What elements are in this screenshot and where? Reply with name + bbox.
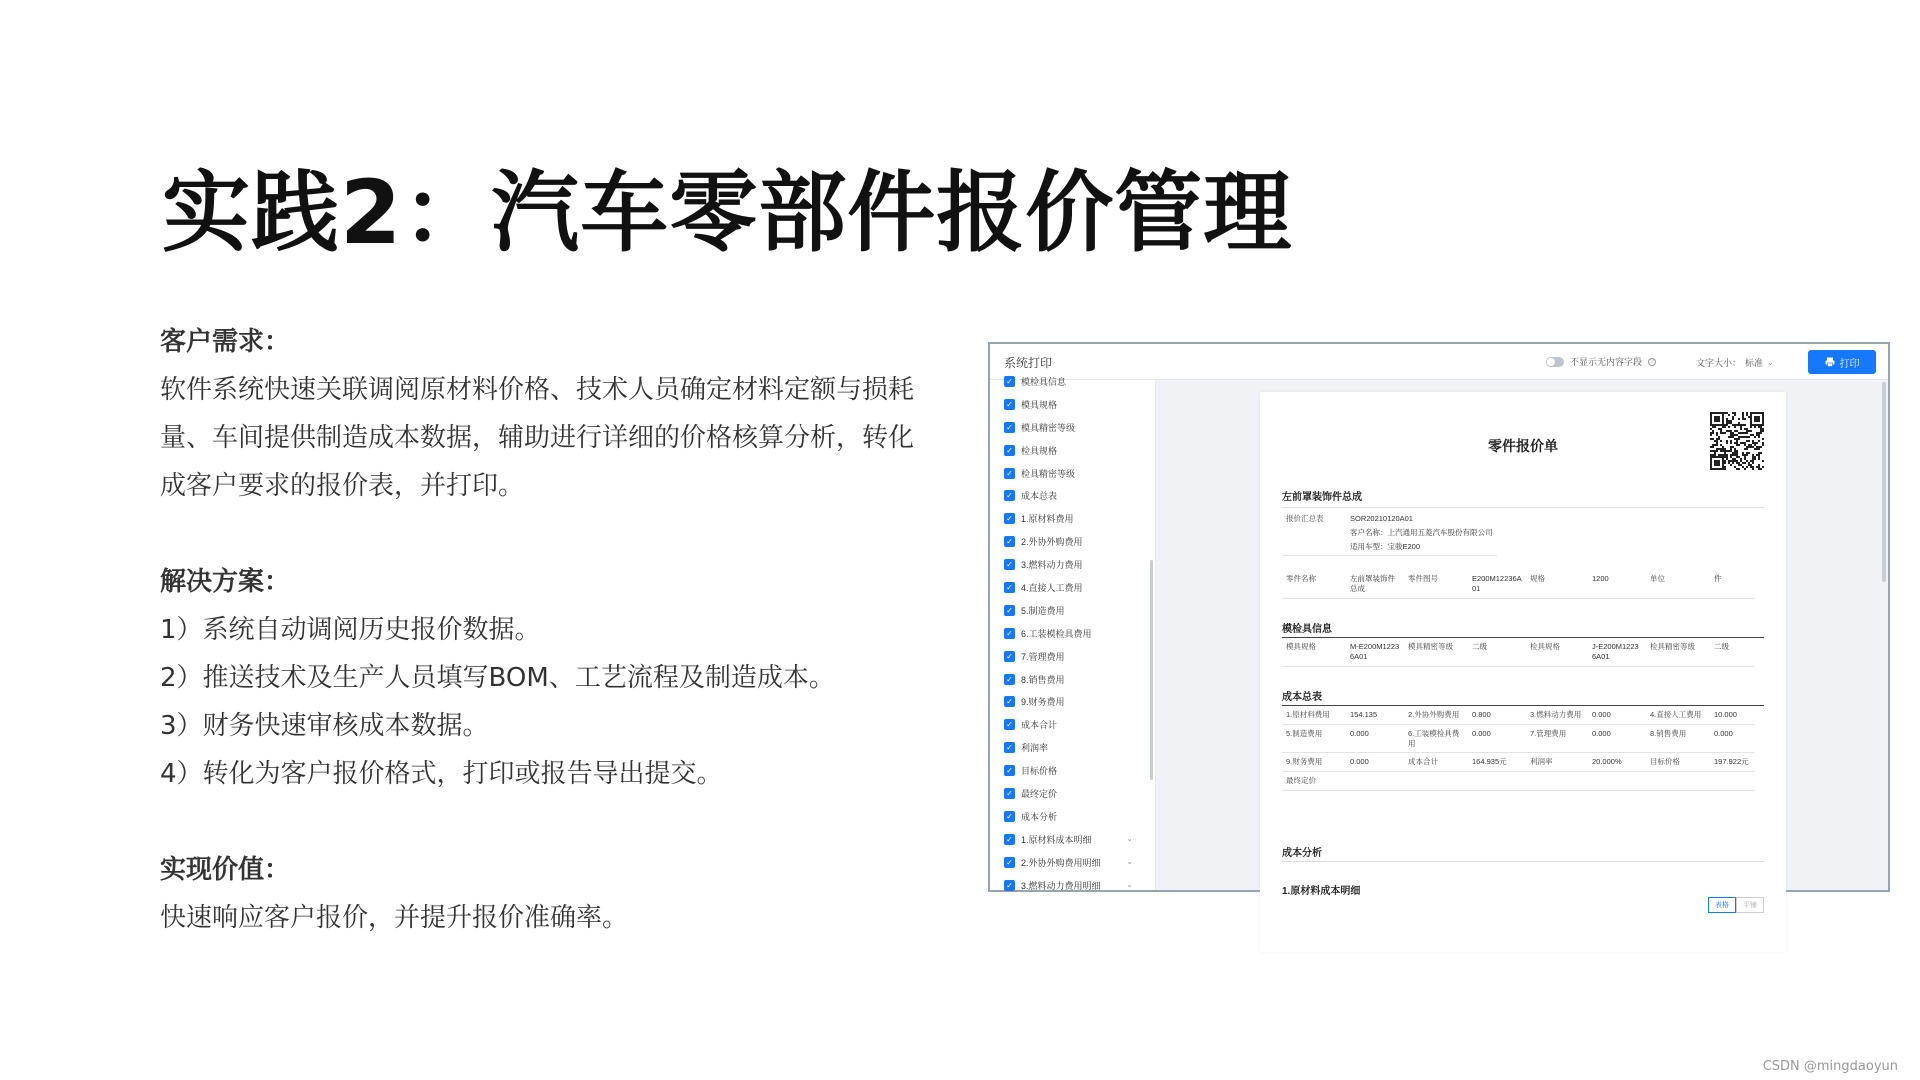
sidebar-field-label: 9.财务费用: [1021, 697, 1065, 708]
field-label: 7.管理费用: [1526, 724, 1588, 753]
sidebar-field-item[interactable]: [990, 599, 1155, 622]
table-row: [1282, 772, 1754, 791]
field-value: E200M12236A01: [1468, 570, 1526, 598]
part-info-table: [1282, 570, 1754, 599]
content-column: [160, 318, 950, 942]
sidebar-field-item[interactable]: [990, 576, 1155, 599]
sidebar-field-label: 3.燃料动力费用明细: [1021, 880, 1101, 891]
sidebar-field-label: 4.直接人工费用: [1021, 582, 1083, 593]
sidebar-field-item[interactable]: [990, 530, 1155, 553]
divider: [1282, 507, 1764, 508]
field-label: 检具精密等级: [1646, 638, 1710, 666]
hide-empty-fields-toggle-group: [1546, 355, 1656, 368]
field-selector-sidebar: [990, 376, 1156, 891]
checkbox-checked-icon[interactable]: ✓: [1004, 513, 1015, 524]
sidebar-field-label: 6.工装模检具费用: [1021, 628, 1092, 639]
print-button-label: 打印: [1839, 358, 1860, 370]
checkbox-checked-icon[interactable]: ✓: [1004, 742, 1015, 753]
sidebar-field-item[interactable]: [990, 668, 1155, 691]
mold-info-table: [1282, 638, 1754, 667]
field-value: M-E200M12236A01: [1346, 638, 1404, 666]
sidebar-field-label: 成本总表: [1021, 491, 1058, 502]
dialog-title: 系统打印: [1004, 356, 1053, 370]
sidebar-field-label: 7.管理费用: [1021, 651, 1065, 662]
summary-label: 报价汇总表: [1282, 510, 1346, 556]
field-label: 单位: [1646, 570, 1710, 598]
sidebar-field-item[interactable]: [990, 416, 1155, 439]
sidebar-field-item[interactable]: [990, 828, 1155, 851]
cost-analysis-heading: 成本分析: [1282, 848, 1322, 859]
sidebar-field-label: 最终定价: [1021, 788, 1058, 799]
checkbox-checked-icon[interactable]: ✓: [1004, 445, 1015, 456]
print-button[interactable]: [1808, 350, 1876, 374]
material-detail-heading: 1.原材料成本明细: [1282, 886, 1361, 897]
value-text: [160, 894, 950, 942]
sidebar-field-label: 利润率: [1021, 743, 1049, 754]
qr-code-icon: [1710, 412, 1764, 470]
sidebar-scrollbar[interactable]: [1150, 560, 1153, 780]
field-value: [1468, 772, 1526, 791]
field-value: 二级: [1468, 638, 1526, 666]
field-value: 0.000: [1710, 724, 1754, 753]
sidebar-field-label: 检具规格: [1021, 445, 1058, 456]
checkbox-checked-icon[interactable]: ✓: [1004, 536, 1015, 547]
field-value: 二级: [1710, 638, 1754, 666]
divider: [1282, 861, 1764, 862]
field-label: 9.财务费用: [1282, 753, 1346, 772]
value-heading: 实现价值：: [160, 855, 291, 885]
field-value: [1346, 772, 1404, 791]
summary-table: [1282, 510, 1497, 556]
field-label: [1646, 772, 1710, 791]
customer-need-text: [160, 366, 950, 510]
sidebar-field-item[interactable]: [990, 462, 1155, 485]
sidebar-field-label: 2.外协外购费用: [1021, 537, 1083, 548]
field-value: 0.000: [1346, 724, 1404, 753]
field-label: 5.制造费用: [1282, 724, 1346, 753]
sidebar-field-label: 5.制造费用: [1021, 605, 1065, 616]
field-value: 0.000: [1588, 724, 1646, 753]
preview-scrollbar[interactable]: [1882, 382, 1886, 582]
checkbox-checked-icon[interactable]: ✓: [1004, 559, 1015, 570]
field-label: 成本合计: [1404, 753, 1468, 772]
chevron-down-icon: ⌄: [1767, 358, 1774, 367]
field-label: 零件名称: [1282, 570, 1346, 598]
checkbox-checked-icon[interactable]: ✓: [1004, 719, 1015, 730]
field-label: 最终定价: [1282, 772, 1346, 791]
field-value: 0.000: [1346, 753, 1404, 772]
part-name-heading: 左前罩装饰件总成: [1282, 492, 1362, 503]
field-label: 目标价格: [1646, 753, 1710, 772]
sidebar-field-item[interactable]: [990, 874, 1155, 897]
checkbox-checked-icon[interactable]: ✓: [1004, 834, 1015, 845]
chevron-down-icon[interactable]: ⌄: [1126, 879, 1133, 889]
sidebar-field-label: 目标价格: [1021, 766, 1058, 777]
solution-line: 3）财务快速审核成本数据。: [160, 711, 489, 741]
field-value: 197.922元: [1710, 753, 1754, 772]
table-row: [1282, 753, 1754, 772]
mold-info-heading: 模检具信息: [1282, 624, 1332, 635]
checkbox-checked-icon[interactable]: ✓: [1004, 376, 1015, 387]
field-value: 左前罩装饰件总成: [1346, 570, 1404, 598]
document-preview-area: [1156, 380, 1888, 909]
field-label: 1.原材料费用: [1282, 706, 1346, 724]
chevron-down-icon[interactable]: ⌄: [1126, 856, 1133, 866]
font-size-select[interactable]: [1696, 356, 1774, 369]
sidebar-field-label: 1.原材料成本明细: [1021, 834, 1092, 845]
checkbox-checked-icon[interactable]: ✓: [1004, 880, 1015, 891]
sidebar-field-label: 模具规格: [1021, 399, 1058, 410]
table-row: [1282, 724, 1754, 753]
field-label: 检具规格: [1526, 638, 1588, 666]
field-value: 件: [1710, 570, 1754, 598]
sidebar-field-item[interactable]: [990, 553, 1155, 576]
customer-need-heading: 客户需求：: [160, 327, 291, 357]
checkbox-checked-icon[interactable]: ✓: [1004, 628, 1015, 639]
hide-empty-fields-label: 不显示无内容字段: [1570, 357, 1643, 367]
sidebar-field-item[interactable]: [990, 736, 1155, 759]
sidebar-field-label: 成本合计: [1021, 720, 1058, 731]
field-value: 20.000%: [1588, 753, 1646, 772]
quote-number: SOR20210120A01: [1350, 514, 1413, 523]
cost-summary-table: [1282, 706, 1754, 791]
sidebar-field-item[interactable]: [990, 622, 1155, 645]
customer-need-line: 量、车间提供制造成本数据，辅助进行详细的价格核算分析，转化: [160, 423, 915, 453]
field-label: 6.工装模检具费用: [1404, 724, 1468, 753]
sidebar-field-label: 模具精密等级: [1021, 422, 1076, 433]
value-line: 快速响应客户报价，并提升报价准确率。: [160, 903, 629, 933]
checkbox-checked-icon[interactable]: ✓: [1004, 605, 1015, 616]
sidebar-field-item[interactable]: [990, 484, 1155, 507]
field-value: 0.000: [1468, 724, 1526, 753]
quote-document: [1260, 392, 1786, 952]
checkbox-checked-icon[interactable]: ✓: [1004, 696, 1015, 707]
cost-summary-heading: 成本总表: [1282, 692, 1322, 703]
checkbox-checked-icon[interactable]: ✓: [1004, 788, 1015, 799]
customer-name: 客户名称：上汽通用五菱汽车股份有限公司: [1350, 527, 1493, 537]
solution-line: 2）推送技术及生产人员填写BOM、工艺流程及制造成本。: [160, 663, 835, 693]
sidebar-field-label: 2.外协外购费用明细: [1021, 857, 1101, 868]
document-title: 零件报价单: [1488, 438, 1558, 454]
checkbox-checked-icon[interactable]: ✓: [1004, 399, 1015, 410]
view-mode-switch: [1708, 897, 1764, 913]
view-table-button[interactable]: 表格: [1708, 897, 1736, 913]
sidebar-field-item[interactable]: [990, 805, 1155, 828]
slide-title: 实践2：汽车零部件报价管理: [162, 161, 1293, 264]
field-value: [1710, 772, 1754, 791]
field-label: [1526, 772, 1588, 791]
chevron-down-icon[interactable]: ⌄: [1126, 833, 1133, 843]
checkbox-checked-icon[interactable]: ✓: [1004, 765, 1015, 776]
sidebar-field-item[interactable]: [990, 370, 1155, 393]
sidebar-field-label: 成本分析: [1021, 811, 1058, 822]
field-label: 8.销售费用: [1646, 724, 1710, 753]
checkbox-checked-icon[interactable]: ✓: [1004, 582, 1015, 593]
field-label: 模具精密等级: [1404, 638, 1468, 666]
checkbox-checked-icon[interactable]: ✓: [1004, 422, 1015, 433]
checkbox-checked-icon[interactable]: ✓: [1004, 811, 1015, 822]
field-label: 4.直接人工费用: [1646, 706, 1710, 724]
field-label: 规格: [1526, 570, 1588, 598]
sidebar-field-label: 3.燃料动力费用: [1021, 560, 1083, 571]
vehicle-model: 适用车型：宝骏E200: [1350, 541, 1421, 551]
font-size-value: 标准: [1745, 358, 1764, 368]
field-value: [1588, 772, 1646, 791]
field-value: 0.000: [1588, 706, 1646, 724]
watermark: CSDN @mingdaoyun: [1762, 1059, 1898, 1074]
solution-text: [160, 606, 950, 798]
sidebar-field-item[interactable]: [990, 713, 1155, 736]
checkbox-checked-icon[interactable]: ✓: [1004, 468, 1015, 479]
customer-need-line: 成客户要求的报价表，并打印。: [160, 471, 525, 501]
help-icon[interactable]: ?: [1648, 358, 1656, 366]
field-value: 154.135: [1346, 706, 1404, 724]
customer-need-line: 软件系统快速关联调阅原材料价格、技术人员确定材料定额与损耗: [160, 375, 915, 405]
table-row: [1282, 706, 1754, 724]
field-label: 2.外协外购费用: [1404, 706, 1468, 724]
sidebar-field-label: 检具精密等级: [1021, 468, 1076, 479]
field-label: 利润率: [1526, 753, 1588, 772]
field-value: 10.000: [1710, 706, 1754, 724]
hide-empty-fields-toggle[interactable]: [1546, 357, 1564, 367]
sidebar-field-item[interactable]: [990, 439, 1155, 462]
checkbox-checked-icon[interactable]: ✓: [1004, 490, 1015, 501]
solution-line: 4）转化为客户报价格式，打印或报告导出提交。: [160, 759, 723, 789]
view-flat-button[interactable]: 平铺: [1736, 897, 1764, 913]
checkbox-checked-icon[interactable]: ✓: [1004, 857, 1015, 868]
sidebar-field-label: 1.原材料费用: [1021, 514, 1074, 525]
field-value: 0.800: [1468, 706, 1526, 724]
sidebar-field-label: 8.销售费用: [1021, 674, 1065, 685]
field-value: 164.935元: [1468, 753, 1526, 772]
sidebar-field-item[interactable]: [990, 645, 1155, 668]
checkbox-checked-icon[interactable]: ✓: [1004, 674, 1015, 685]
sidebar-field-item[interactable]: [990, 759, 1155, 782]
field-label: 模具规格: [1282, 638, 1346, 666]
printer-icon: [1825, 357, 1835, 367]
print-preview-screenshot: [988, 342, 1890, 909]
sidebar-field-item[interactable]: [990, 507, 1155, 530]
table-row: [1282, 638, 1754, 666]
table-row: [1282, 570, 1754, 598]
checkbox-checked-icon[interactable]: ✓: [1004, 651, 1015, 662]
field-label: 3.燃料动力费用: [1526, 706, 1588, 724]
field-value: J-E200M12236A01: [1588, 638, 1646, 666]
field-label: [1404, 772, 1468, 791]
font-size-label: 文字大小：: [1696, 358, 1742, 368]
sidebar-field-item[interactable]: [990, 782, 1155, 805]
sidebar-field-item[interactable]: [990, 851, 1155, 874]
field-label: 零件图号: [1404, 570, 1468, 598]
sidebar-field-item[interactable]: [990, 393, 1155, 416]
solution-heading: 解决方案：: [160, 567, 291, 597]
solution-line: 1）系统自动调阅历史报价数据。: [160, 615, 541, 645]
field-value: 1200: [1588, 570, 1646, 598]
sidebar-field-item[interactable]: [990, 690, 1155, 713]
sidebar-field-label: 模检具信息: [1021, 376, 1067, 387]
